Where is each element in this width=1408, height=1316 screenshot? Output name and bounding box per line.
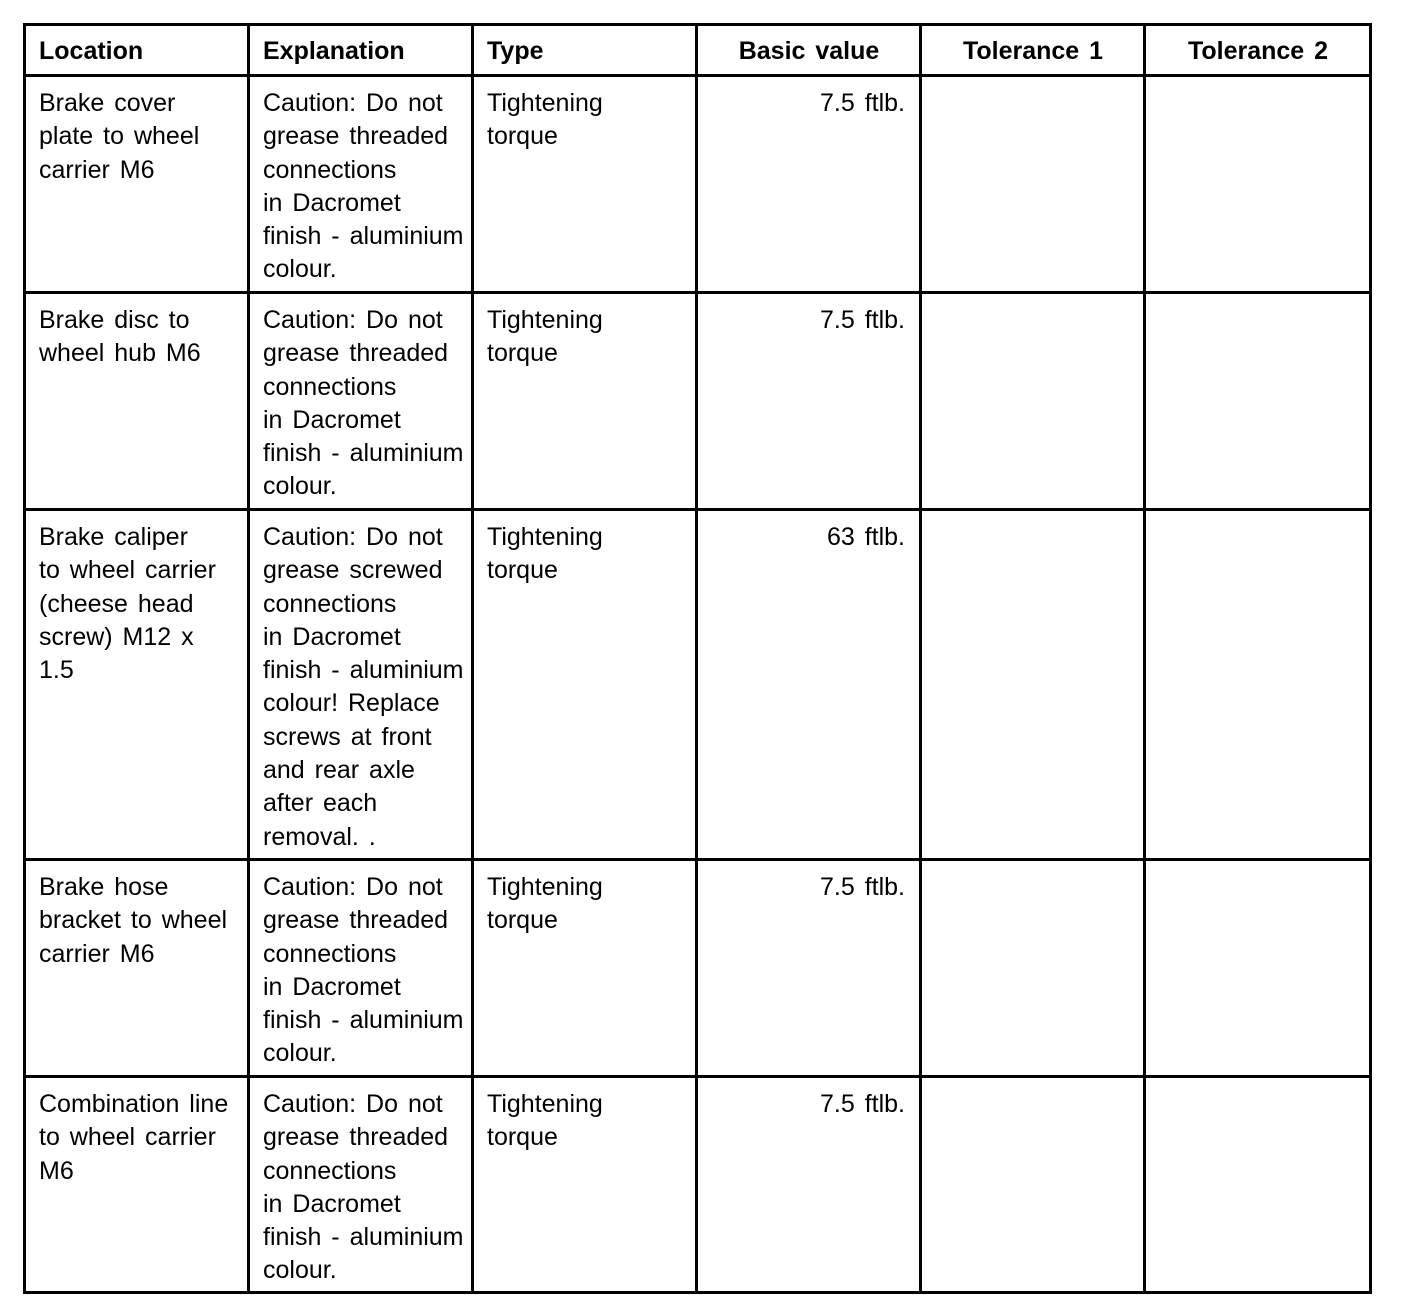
type-cell: Tightening torque xyxy=(473,1077,697,1293)
tolerance-2-cell xyxy=(1145,1077,1371,1293)
tolerance-2-cell xyxy=(1145,510,1371,860)
basic-value-cell: 7.5 ftlb. xyxy=(697,860,921,1077)
explanation-cell: Caution: Do not grease threaded connections in Dacromet finish - aluminium colour. xyxy=(249,1077,473,1293)
type-cell: Tightening torque xyxy=(473,510,697,860)
location-cell: Brake disc to wheel hub M6 xyxy=(25,293,249,510)
basic-value-cell: 7.5 ftlb. xyxy=(697,293,921,510)
header-type: Type xyxy=(473,25,697,76)
table-row xyxy=(25,1077,1371,1293)
explanation-cell: Caution: Do not grease screwed connections in Dacromet finish - aluminium colour! Replace screws at front and rear axle after each removal. . xyxy=(249,510,473,860)
location-cell: Combination line to wheel carrier M6 xyxy=(25,1077,249,1293)
type-cell: Tightening torque xyxy=(473,293,697,510)
explanation-cell: Caution: Do not grease threaded connections in Dacromet finish - aluminium colour. xyxy=(249,860,473,1077)
tolerance-1-cell xyxy=(921,1077,1145,1293)
tolerance-1-cell xyxy=(921,860,1145,1077)
location-cell: Brake cover plate to wheel carrier M6 xyxy=(25,76,249,293)
tolerance-2-cell xyxy=(1145,860,1371,1077)
tolerance-2-cell xyxy=(1145,293,1371,510)
explanation-cell: Caution: Do not grease threaded connections in Dacromet finish - aluminium colour. xyxy=(249,293,473,510)
table-row xyxy=(25,293,1371,510)
tolerance-1-cell xyxy=(921,510,1145,860)
header-tolerance-2: Tolerance 2 xyxy=(1145,25,1371,76)
table-row xyxy=(25,860,1371,1077)
table-row xyxy=(25,510,1371,860)
header-row xyxy=(25,25,1371,76)
torque-spec-table xyxy=(23,23,1372,1294)
explanation-cell: Caution: Do not grease threaded connections in Dacromet finish - aluminium colour. xyxy=(249,76,473,293)
type-cell: Tightening torque xyxy=(473,860,697,1077)
basic-value-cell: 63 ftlb. xyxy=(697,510,921,860)
basic-value-cell: 7.5 ftlb. xyxy=(697,76,921,293)
location-cell: Brake caliper to wheel carrier (cheese head screw) M12 x 1.5 xyxy=(25,510,249,860)
tolerance-2-cell xyxy=(1145,76,1371,293)
header-tolerance-1: Tolerance 1 xyxy=(921,25,1145,76)
type-cell: Tightening torque xyxy=(473,76,697,293)
location-cell: Brake hose bracket to wheel carrier M6 xyxy=(25,860,249,1077)
tolerance-1-cell xyxy=(921,293,1145,510)
table-row xyxy=(25,76,1371,293)
tolerance-1-cell xyxy=(921,76,1145,293)
header-explanation: Explanation xyxy=(249,25,473,76)
basic-value-cell: 7.5 ftlb. xyxy=(697,1077,921,1293)
header-basic-value: Basic value xyxy=(697,25,921,76)
header-location: Location xyxy=(25,25,249,76)
